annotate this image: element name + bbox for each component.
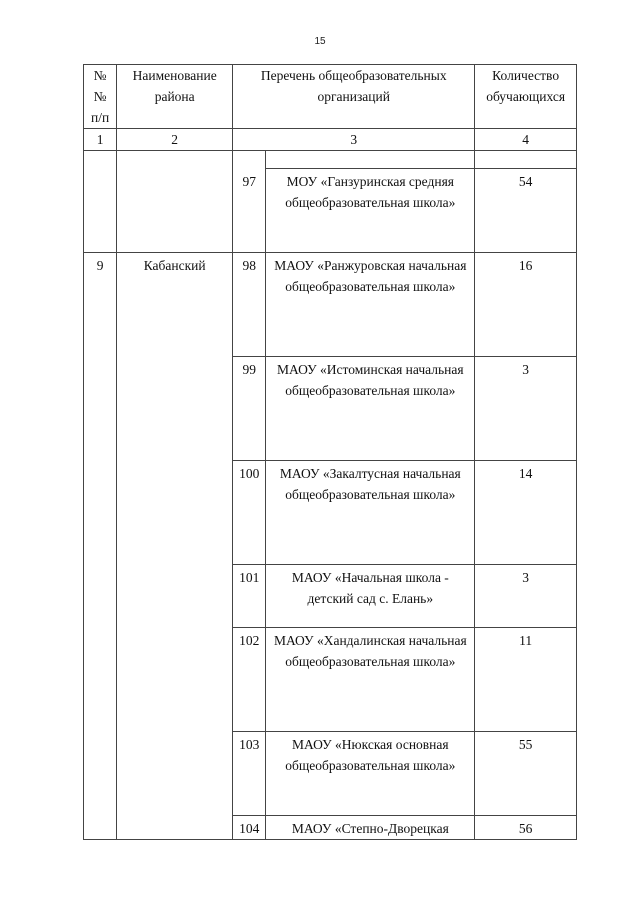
empty-cell — [117, 151, 233, 253]
student-count: 3 — [475, 357, 577, 461]
column-number: 4 — [475, 129, 577, 151]
spacer-row — [84, 151, 577, 169]
org-name: МАОУ «Закалтусная начальная общеобразовательная школа» — [266, 461, 475, 565]
empty-cell — [266, 151, 475, 169]
org-name: МАОУ «Истоминская начальная общеобразовательная школа» — [266, 357, 475, 461]
student-count: 11 — [475, 628, 577, 732]
org-name: МАОУ «Нюкская основная общеобразовательная школа» — [266, 732, 475, 816]
header-num: №№ п/п — [84, 65, 117, 129]
empty-cell — [84, 151, 117, 253]
student-count: 54 — [475, 169, 577, 253]
student-count: 55 — [475, 732, 577, 816]
org-number: 97 — [233, 169, 266, 253]
org-number: 102 — [233, 628, 266, 732]
org-number: 99 — [233, 357, 266, 461]
column-number: 2 — [117, 129, 233, 151]
page-number: 15 — [314, 36, 326, 47]
table-row — [84, 253, 577, 357]
schools-table — [83, 64, 577, 840]
org-number: 98 — [233, 253, 266, 357]
district-name: Кабанский — [117, 253, 233, 840]
student-count: 3 — [475, 565, 577, 628]
student-count: 16 — [475, 253, 577, 357]
org-number: 100 — [233, 461, 266, 565]
empty-cell — [475, 151, 577, 169]
org-name: МОУ «Ганзуринская средняя общеобразовательная школа» — [266, 169, 475, 253]
column-number: 1 — [84, 129, 117, 151]
org-number: 101 — [233, 565, 266, 628]
district-number: 9 — [84, 253, 117, 840]
header-students: Количество обучающихся — [475, 65, 577, 129]
student-count: 14 — [475, 461, 577, 565]
header-organizations: Перечень общеобразовательных организаций — [233, 65, 475, 129]
table-header-row — [84, 65, 577, 129]
column-number: 3 — [233, 129, 475, 151]
org-name: МАОУ «Начальная школа - детский сад с. Елань» — [266, 565, 475, 628]
empty-cell — [233, 151, 266, 169]
header-district: Наименование района — [117, 65, 233, 129]
column-numbers-row — [84, 129, 577, 151]
org-name: МАОУ «Ранжуровская начальная общеобразовательная школа» — [266, 253, 475, 357]
org-number: 103 — [233, 732, 266, 816]
org-number: 104 — [233, 816, 266, 840]
student-count: 56 — [475, 816, 577, 840]
org-name: МАОУ «Хандалинская начальная общеобразовательная школа» — [266, 628, 475, 732]
org-name: МАОУ «Степно-Дворецкая — [266, 816, 475, 840]
